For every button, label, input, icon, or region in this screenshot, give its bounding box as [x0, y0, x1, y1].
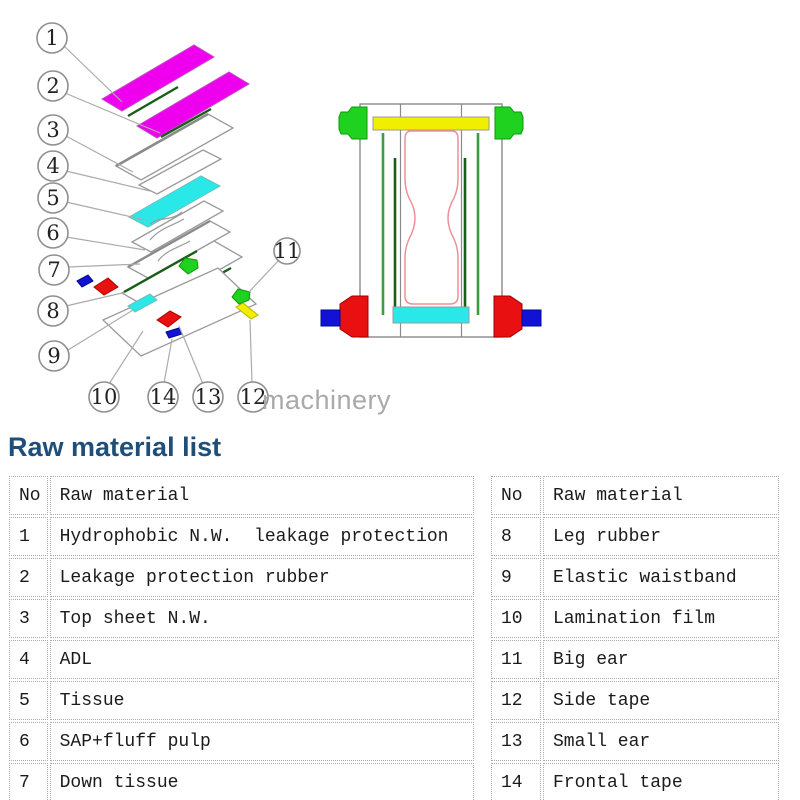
cell-no: 12 [491, 681, 541, 720]
section-title: Raw material list [8, 432, 222, 462]
table-row [9, 681, 474, 720]
callout-1 [37, 23, 67, 53]
small-ear-bottom-left [340, 296, 368, 337]
cell-material: Big ear [543, 640, 779, 679]
table-header-row [9, 476, 474, 515]
big-ear-top-right [495, 107, 523, 139]
table-row [9, 558, 474, 597]
cell-material: Lamination film [543, 599, 779, 638]
callout-6-label: 6 [46, 221, 60, 245]
cell-no: 2 [9, 558, 48, 597]
table-row [491, 681, 779, 720]
callout-9 [39, 341, 69, 371]
cell-material: Hydrophobic N.W. leakage protection [50, 517, 474, 556]
callout-4 [38, 151, 68, 181]
cell-material: Frontal tape [543, 763, 779, 800]
leader-12 [250, 320, 252, 383]
table-row [491, 558, 779, 597]
cell-material: SAP+fluff pulp [50, 722, 474, 761]
table-row [491, 722, 779, 761]
callout-4-label: 4 [46, 154, 60, 178]
table-row [9, 640, 474, 679]
table-row [491, 763, 779, 800]
raw-material-table-right [489, 474, 781, 800]
cell-no: 1 [9, 517, 48, 556]
callout-5-label: 5 [46, 186, 60, 210]
leader-8 [66, 293, 122, 306]
callout-11-label: 11 [273, 239, 301, 263]
table-row [491, 517, 779, 556]
table-row [9, 722, 474, 761]
leader-6 [66, 237, 145, 250]
cell-no: 14 [491, 763, 541, 800]
cell-no: 7 [9, 763, 48, 800]
exploded-view [77, 45, 258, 356]
cell-no: 3 [9, 599, 48, 638]
callout-10-label: 10 [90, 385, 118, 409]
cell-no: 4 [9, 640, 48, 679]
big-ear-top-left [339, 107, 367, 139]
cell-material: Small ear [543, 722, 779, 761]
callout-12-label: 12 [239, 385, 267, 409]
cell-material: ADL [50, 640, 474, 679]
small-ear-bottom-right [494, 296, 522, 337]
leader-11 [249, 260, 279, 292]
cell-material: Top sheet N.W. [50, 599, 474, 638]
cell-no: 13 [491, 722, 541, 761]
table-row [491, 640, 779, 679]
callout-13-label: 13 [194, 385, 222, 409]
cell-no: 9 [491, 558, 541, 597]
lamination-strip-bottom [393, 307, 469, 323]
leader-5 [66, 202, 145, 220]
callout-2-label: 2 [46, 74, 60, 98]
callout-7 [39, 255, 69, 285]
callout-8 [38, 296, 68, 326]
cell-material: Elastic waistband [543, 558, 779, 597]
table-row [9, 517, 474, 556]
frontal-tape-bar [373, 117, 489, 130]
watermark-text: machinery [262, 385, 392, 415]
leader-3 [66, 136, 133, 172]
header-no: No [491, 476, 541, 515]
callout-3-label: 3 [46, 118, 60, 142]
cell-no: 5 [9, 681, 48, 720]
side-piece-red-left [94, 278, 118, 295]
callout-11 [274, 238, 301, 264]
side-tape-tab-left [321, 310, 340, 326]
callout-9-label: 9 [47, 344, 61, 368]
callout-7-label: 7 [47, 258, 61, 282]
header-material: Raw material [50, 476, 474, 515]
table-header-row [491, 476, 779, 515]
raw-material-table-left [7, 474, 476, 800]
cell-material: Tissue [50, 681, 474, 720]
callout-14-label: 14 [149, 385, 177, 409]
callout-13 [193, 382, 223, 412]
assembled-view [321, 104, 541, 337]
cell-no: 11 [491, 640, 541, 679]
leader-1 [64, 46, 122, 102]
callout-6 [38, 218, 68, 248]
callout-10 [89, 382, 119, 412]
side-tape-tab-right [522, 310, 541, 326]
callout-8-label: 8 [46, 299, 60, 323]
callout-3 [38, 115, 68, 145]
table-row [9, 763, 474, 800]
leader-13 [179, 326, 203, 384]
cell-material: Leakage protection rubber [50, 558, 474, 597]
table-row [9, 599, 474, 638]
callout-5 [38, 183, 68, 213]
cell-material: Leg rubber [543, 517, 779, 556]
header-no: No [9, 476, 48, 515]
cell-no: 6 [9, 722, 48, 761]
callout-14 [148, 382, 178, 412]
header-material: Raw material [543, 476, 779, 515]
table-row [491, 599, 779, 638]
cell-material: Side tape [543, 681, 779, 720]
cell-no: 8 [491, 517, 541, 556]
cell-material: Down tissue [50, 763, 474, 800]
cell-no: 10 [491, 599, 541, 638]
side-piece-blue-left [77, 275, 93, 287]
callout-2 [38, 71, 68, 101]
callout-1-label: 1 [45, 26, 59, 50]
